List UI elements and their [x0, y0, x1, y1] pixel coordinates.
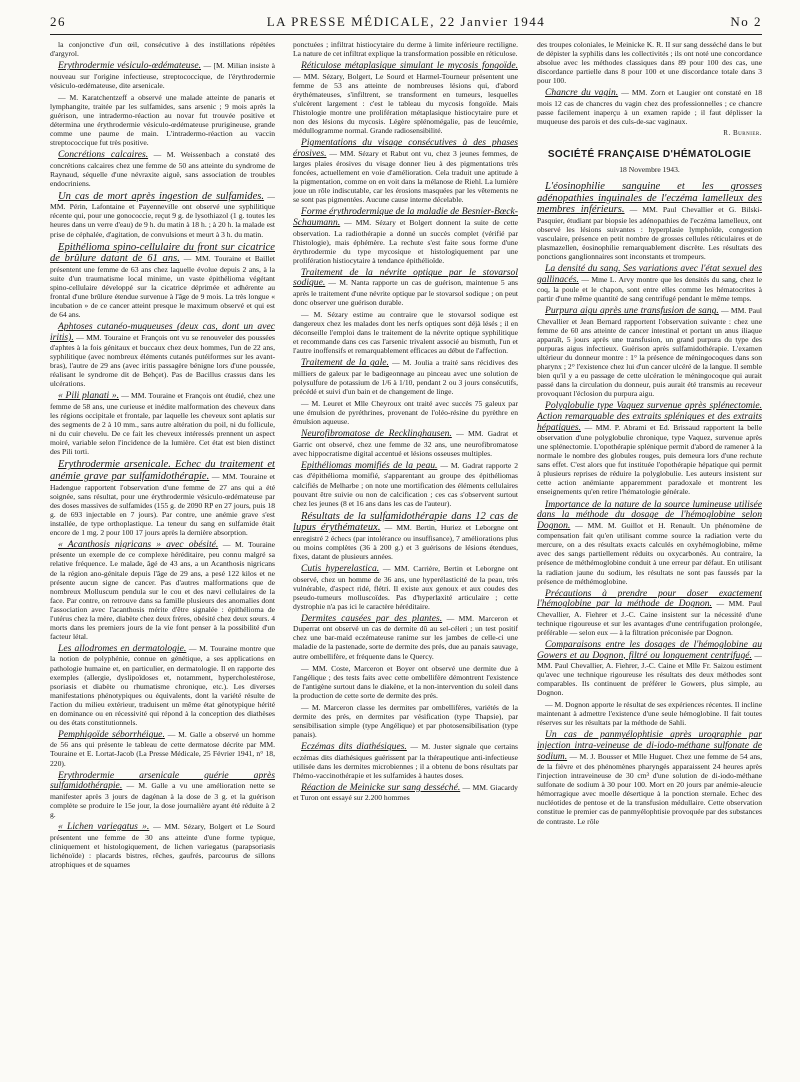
paragraph-body: — Mme L. Arvy montre que les densités du sang, chez le coq, la poule et le chapon, sont entre elles comme les hématocrites à partir d'une même quantité de sang centrifugé pendant le même temps.	[537, 274, 762, 304]
paragraph	[50, 191, 275, 239]
paragraph-title: Aphtoses cutanéo-muqueuses (deux cas, dont un avec iritis).	[50, 321, 275, 343]
paragraph-body: ponctuées ; infiltrat histiocytaire du derme à limite inférieure rectiligne. La nature de cet infiltrat explique la transformation possible en réticulose.	[293, 40, 518, 59]
paragraph-body: — MM. Touraine et François ont étudié, chez une femme de 58 ans, une curieuse et inédite malformation des cheveux dans les régions occipitale et frontale, par laquelle les cheveux sont aplatis sur des segments de 2 à 10 mm., sans autre altération du poil, ni du follicule, ni du cuir chevelu. De ce fait les cheveux intéressés prennent un aspect moiré, variable selon l'incidence de la lumière. Cet état est bien distinct des Pili torti.	[50, 391, 275, 457]
paragraph-title: Erythrodermie arsenicale. Echec du traitement et anémie grave par sulfamidothérapie.	[50, 459, 275, 482]
paragraph-body: — MM. Giacardy et Turon ont essayé sur 2.200 hommes	[293, 782, 518, 803]
paragraph-body: — M. Nanta rapporte un cas de guérison, maintenue 5 ans après le traitement d'une névrite optique par le stovarsol sodique ; on peut donc observer une guérison durable.	[293, 278, 518, 308]
paragraph-title: Chancre du vagin.	[545, 87, 619, 99]
paragraph	[293, 207, 518, 264]
paragraph-title: Comparaisons entre les dosages de l'hémoglobine au Gowers et au Dognon, filtré ou longuement centrifugé.	[537, 638, 762, 661]
paragraph-title: La densité du sang. Ses variations avec l'état sexuel des gallinacés.	[537, 263, 762, 285]
paragraph-body: la conjonctive d'un œil, consécutive à des instillations répétées d'argyrol.	[50, 40, 275, 59]
paragraph	[537, 306, 762, 398]
paragraph	[537, 640, 762, 697]
paragraph-title: Réticulose métaplasique simulant le mycosis fongoïde.	[301, 60, 518, 72]
paragraph-body: — M. J. Bousser et Mlle Huguet. Chez une femme de 54 ans, de la fièvre et des phénomènes pharyngés apparaissent 24 heures après l'injection intraveineuse de 30 cm³ d'une solution de di-iodo-méthane sulfonate de sodium à 30 pour 100. Mort en 20 jours par anémie-aleucie hémorragique avec moelle désertique à la ponction sternale. Echec des nucléotides de pentose et de la transfusion médullaire. Cette observation constitue le premier cas de panmyélophtisie provoquée par des substances de contraste. Le rôle	[537, 751, 762, 826]
paragraph	[537, 40, 762, 85]
paragraph-body: — MM. Périn, Lafontaine et Payenneville ont observé une syphilitique récente qui, pour une gonococcie, reçut 9 g. de lysothiazol (1 g. toutes les heures dans un verre d'eau) de 9 h. du matin à 18 h. ; à 20 h. la malade est prise de céphalée, d'agitation, de convulsions et meurt à 3 h. du matin.	[50, 191, 275, 239]
paragraph-title: Erythrodermie arsenicale guérie après sulfamidothérapie.	[50, 769, 275, 792]
paragraph	[293, 614, 518, 661]
paragraph-title: « Acanthosis nigricans » avec obésité.	[58, 538, 219, 550]
paragraph-title: Erythrodermie vésiculo-œdémateuse.	[58, 60, 201, 72]
paragraph	[50, 459, 275, 536]
paragraph	[293, 664, 518, 700]
paragraph	[537, 500, 762, 586]
paragraph-title: Réaction de Meinicke sur sang desséché.	[301, 781, 461, 793]
paragraph-title: Dermites causées par des plantes.	[301, 612, 443, 624]
paragraph	[50, 540, 275, 641]
paragraph-body: — M. Weissenbach a constaté des concrétions calcaires chez une femme de 50 ans atteinte du syndrome de Raynaud, séquelle d'une névraxite aiguë, sans association de troubles endocriniens.	[50, 150, 275, 188]
paragraph-title: Forme érythrodermique de la maladie de Besnier-Bœck-Schaumann.	[293, 206, 518, 229]
paragraph-title: « Pili planati ».	[58, 390, 120, 402]
paragraph-body: — [M. Milian insiste à nouveau sur l'origine infectieuse, streptococcique, de l'érythrodermie vésiculo-œdémateuse, dite arsenicale.	[50, 61, 275, 90]
paragraph-title: Un cas de panmyélophtisie après urographie par injection intra-veineuse de di-iodo-méthane sulfonate de sodium.	[537, 729, 762, 762]
paragraph	[293, 138, 518, 204]
paragraph	[537, 589, 762, 637]
issue-number: No 2	[730, 14, 762, 29]
paragraph	[293, 429, 518, 458]
paragraph	[537, 264, 762, 303]
paragraph-title: Résultats de la sulfamidothérapie dans 12 cas de lupus érythémateux.	[293, 510, 518, 534]
paragraph-title: Pigmentations du visage consécutives à des phases érosives.	[293, 137, 518, 159]
paragraph-title: Concrétions calcaires.	[58, 149, 149, 161]
paragraph	[293, 358, 518, 396]
paragraph-title: Polyglobulie type Vaquez survenue après splénectomie. Action remarquable des extraits spléniques et des extraits hépatiques.	[537, 400, 762, 433]
paragraph-body: — MM. Sézary et Rabut ont vu, chez 3 jeunes femmes, de larges plaies érosives du visage donner lieu à des pigmentations très foncées, actuellement en voie d'amélioration. Cela traduit une aptitude à la pigmentation, comme on en voit dans la mélanose de Riehl. La lumière joue un rôle indiscutable, car les érosions masquées par les vêtements ne se sont pas pigmentées. Aucune cause interne décelable.	[293, 148, 518, 205]
paragraph-title: Epithéliomas momifiés de la peau.	[301, 459, 438, 471]
paragraph-body: — M. Joulia a traité sans récidives des milliers de galeux par le badigeonnage au pinceau avec une solution de polysulfure de potassium de 1/6 à 1/10, pendant 2 ou 3 jours consécutifs, précédé et suivi d'un bain et de changement de linge.	[293, 358, 518, 397]
paragraph-title: Cutis hyperelastica.	[301, 563, 380, 574]
paragraph-body: des troupes coloniales, le Meinicke K. R. II sur sang desséché dans le but de dépister la syphilis dans les collectivités ; ils ont noté une concordance absolue avec les méthodes classiques dans 89 pour 100 des cas, une discordance partielle dans 8 pour 100 et une discordance totale dans 3 pour 100.	[537, 40, 762, 86]
paragraph-title: Traitement de la gale.	[301, 357, 389, 369]
paragraph-body: — M. Dognon apporte le résultat de ses expériences récentes. Il incline maintenant à admettre l'existence d'une seule hémoglobine. Il fait toutes réserves sur les résultats par la méthode de Sahli.	[537, 700, 762, 728]
paragraph	[293, 703, 518, 739]
column-2	[293, 40, 518, 1070]
paragraph-title: Précautions à prendre pour doser exactement l'hémoglobine par la méthode de Dognon.	[537, 587, 762, 610]
paragraph-title: Epithélioma spino-cellulaire du front sur cicatrice de brûlure datant de 61 ans.	[50, 241, 275, 265]
paragraph-body: — M. Karatchentzeff a observé une malade atteinte de panaris et lymphangite, traitée par les sulfamides, sans arsenic ; 9 mois après la guérison, une intradermo-réaction au novar fut trouvée positive et détermina une érythrodermie vésiculo-œdémateuse prurigineuse, grande comme une paume de main. L'intradermo-réaction au vaccin streptococcique fut très positive.	[50, 92, 275, 148]
paragraph	[50, 822, 275, 869]
paragraph-body: — MM. Paul Chevallier, A. Fiehrer, J.-C. Caine et Mlle Fr. Saizou estiment qu'avec une technique rigoureuse les résultats des deux méthodes sont comparables. Ils continuent de préférer le Gowers, plus simple, au Dognon.	[537, 650, 762, 698]
paragraph-body: — MM. Sézary et Bolgert donnent la suite de cette observation. La radiothérapie a donné un succès complet (vérifié par l'histologie), mais éphémère. La rechute s'est faite sous forme d'une érythrodermie du type mycosique et histologiquement par une prolifération histiocytaire à tendance épithélioïde.	[293, 218, 518, 265]
paragraph	[293, 268, 518, 307]
paragraph-body: — MM. Paul Chevallier et Jean Bernard rapportent l'observation suivante : chez une femme de 60 ans atteinte de cancer intestinal et portant un anus iliaque apparaît, 5 jours après une transfusion, un grand purpura du type des purpuras aigus infectieux. Guérison après sulfamidothérapie. L'examen ultérieur du donneur montre : 1° la présence de méningocoques dans son pharynx ; 2° l'existence chez lui d'un cancer ulcéré de la langue. Il semble bien qu'il y a eu passage de cette ulcération le méningocoque qui aurait passé dans la circulation du donneur, puis aurait été transmis au receveur provoquant l'éclosion du purpura aigu.	[537, 306, 762, 399]
paragraph	[50, 93, 275, 147]
paragraph	[50, 730, 275, 768]
paragraph-body: — M. Gadrat rapporte 2 cas d'épithélioma momifié, s'apparentant au groupe des épithéliomas calcifiés de Melharbe ; on note une mortification des éléments cellulaires pouvant être suivie ou non de calcification ; ces cas s'observent surtout chez les jeunes (8 et 16 ans dans les cas de l'auteur).	[293, 460, 518, 508]
paragraph	[293, 511, 518, 561]
section-heading: SOCIÉTÉ FRANÇAISE D'HÉMATOLOGIE	[547, 149, 752, 161]
paragraph-body: — M. Touraine montre que la notion de polyphénie, connue en génétique, a ses applications en pathologie humaine et, en particulier, en dermatologie. Il en rapporte des exemples (allergie, dyslipoïdoses et, notamment, hypercholestérose, psoriasis et diabète ou rhumatisme chronique, etc.). Les diverses manifestations phénotypiques ou équivalents, dont la variété résulte de l'action du milieu extérieur, traduisent un même état génotypique hérité en dominance ou en récessivité qui répond à la conception des diathèses ou des états constitutionnels.	[50, 643, 275, 727]
paragraph	[293, 399, 518, 426]
paragraph	[293, 564, 518, 611]
paragraph-body: — MM. Carrière, Bertin et Leborgne ont observé, chez un homme de 36 ans, une hyperélasticité de la peau, très vulnérable, d'aspect ridé, flétri. Il existe aux genoux et aux coudes des pseudo-tumeurs molluscoïdes. Pas d'hyperlaxité articulaire ; cette dystrophie n'a pas ici le caractère héréditaire.	[293, 564, 518, 611]
paragraph-body: — M. Juster signale que certains eczémas dits diathésiques guérissent par la thérapeutique anti-infectieuse utilisée dans les dermites microbiennes ; il a obtenu de bons résultats par l'hémo-vaccinothérapie et les sulfamides à hautes doses.	[293, 741, 518, 780]
paragraph-title: Neurofibromatose de Recklinghausen.	[301, 428, 452, 440]
paragraph	[50, 40, 275, 58]
paragraph	[537, 730, 762, 825]
paragraph	[50, 391, 275, 456]
paragraph-body: — MM. Paul Chevallier et G. Bilski-Pasquier, étudiant par biopsie les adénopathies de l'eczéma lamelleux, ont observé les lésions suivantes : hyperplasie lymphoïde, congestion vasculaire, présence en petit nombre de grosses cellules réticulaires et de plasmazellen, éosinophilie remarquablement discrète. Les résultats des ponctions ganglionnaires sont inconstants et trompeurs.	[537, 205, 762, 262]
paragraph-title: Purpura aigu après une transfusion de sang.	[545, 305, 719, 317]
paragraph-body: — MM. Paul Chevallier, A. Fiehrer et J.-C. Caine insistent sur la nécessité d'une technique rigoureuse et sur les avantages d'une centrifugation prolongée, préférable — selon eux — à la filtration préconisée par Dognon.	[537, 599, 762, 637]
paragraph-body: — M. Marceron classe les dermites par ombellifères, variétés de la dermite des prés, en dermites par vésification (type Thapsie), par sensibilisation simple (type Angélique) et par photosensibilisation (type panais).	[293, 702, 518, 739]
paragraph-body: — MM. Gadrat et Garric ont observé, chez une femme de 32 ans, une neurofibromatose avec hippocratisme digital accentué et lésions osseuses multiples.	[293, 429, 518, 458]
paragraph	[50, 322, 275, 388]
paragraph-body: — MM. Sézary, Bolgert et Le Sourd présentent une femme de 30 ans atteinte d'une forme typique, cliniquement et histologiquement, de lichen variegatus (parapsoriasis lichénoïde) : placards bistres, rêches, gaufrés, parcourus de sillons atrophiques et de squames	[50, 821, 275, 869]
paragraph-body: — MM. P. Abrami et Ed. Brissaud rapportent la belle observation d'une polyglobulie chronique, type Vaquez, survenue après une splénectomie. L'opothérapie splénique permit d'abord de ramener à la normale le nombre des globules rouges, puis demeura lors d'une rechute sans effet. C'est alors que fut instituée l'opothérapie hépatique qui permit à plusieurs reprises de réduire la polyglobulie. Les auteurs insistent sur cette action anémiante apparemment paradoxale et montrent les enseignements qu'en retire l'hématologie générale.	[537, 422, 762, 497]
column-1	[50, 40, 275, 1070]
paragraph	[293, 310, 518, 355]
paragraph-title: Les allodromes en dermatologie.	[58, 642, 187, 654]
paragraph	[537, 88, 762, 126]
paragraph-body: — M. Galle a vu une amélioration nette se manifester après 3 jours de dagénan à la dose de 3 g. et la guérison complète se produire le 15e jour, la dose journalière ayant été réduite à 2 g.	[50, 781, 275, 819]
paragraph-title: L'éosinophilie sanguine et les grosses adénopathies inguinales de l'eczéma lamelleux des membres inférieurs.	[537, 181, 762, 216]
paragraph	[293, 742, 518, 780]
paragraph-body: — MM. Sézary, Bolgert, Le Sourd et Harmel-Tourneur présentent une femme de 53 ans atteinte de nombreuses lésions qui, d'abord érythémateuses, s'infiltrent, se transforment en tumeurs, lesquelles s'ulcèrent largement : c'est le tableau du mycosis fongoïde. Mais l'histologie montre une prolifération métaplasique histiocytaire pure et non des lésions du mycosis. Légère splénomégalie, pas de leucémie, médullogramme normal. Grande radiosensibilité.	[293, 71, 518, 135]
paragraph-title: Pemphigoïde séborrhéique.	[58, 728, 165, 740]
paragraph	[50, 242, 275, 319]
paragraph	[50, 771, 275, 819]
paragraph-title: Importance de la nature de la source lumineuse utilisée dans la méthode du dosage de l'hémoglobine selon Dognon.	[537, 498, 762, 531]
paragraph-title: « Lichen variegatus ».	[58, 820, 150, 832]
paragraph	[293, 40, 518, 58]
column-3	[537, 40, 762, 1070]
paragraph-body: — MM. Zorn et Laugier ont constaté en 18 mois 12 cas de chancres du vagin chez des professionnelles ; ce chancre passe facilement inaperçu à un examen rapide ; il faut déplisser la muqueuse des parois et des culs-de-sac vaginaux.	[537, 88, 762, 126]
paragraph-title: Eczémas dits diathésiques.	[301, 740, 407, 752]
page-header	[50, 12, 762, 35]
paragraph-body: — M. Touraine présente un exemple de ce complexe héréditaire, peu connu malgré sa relative fréquence. Le malade, âgé de 43 ans, a un Acanthosis nigricans de la région ano-génitale depuis l'âge de 29 ans, a pesé 122 kilos et ne présente aucun signe de cancer. Pas d'autres malformations que de nombreux Molluscum pendula sur le cou et des nævi cellulaires de la face. Par contre, on retrouve dans sa famille plusieurs des anomalies dont l'association avec l'acanthosis mérite d'être signalée : épithélioma de l'utérus chez la mère, diabète chez deux frères, obésité chez deux sœurs. 4 morts dans les premiers jours de la vie font penser à la possibilité d'un facteur létal.	[50, 539, 275, 641]
paragraph-body: — MM. Marceron et Duperrat ont observé un cas de dermite dû au sel-céleri ; un test positif chez une bar-maid eczémateuse ranime sur les jambes de celle-ci une maladie de la pastenade, sorte de dermite des prés, due au panais sauvage, autre ombellifère, et fréquente dans le Quercy.	[293, 613, 518, 661]
paragraph	[50, 61, 275, 90]
journal-title: LA PRESSE MÉDICALE, 22 Janvier 1944	[266, 14, 546, 29]
paragraph-body: — MM. Touraine et Baillet présentent une femme de 63 ans chez laquelle évolue depuis 2 ans, à la suite d'un traumatisme local minime, un vaste épithélioma végétant spino-cellulaire développé sur la cicatrice déprimée et adhérente au frontal d'une brûlure étendue survenue à l'âge de 9 mois. La très longue « incubation » de ce cancer atteint presque le maximum observé et qui est de 64 ans.	[50, 254, 275, 319]
paragraph	[50, 150, 275, 188]
paragraph-body: — M. Leuret et Mlle Cheyroux ont traité avec succès 75 galeux par une émulsion de pyréthrines, provenant de l'oléo-résine du pyrèthre en émulsion aqueuse.	[293, 399, 518, 427]
paragraph-body: — MM. Bertin, Huriez et Leborgne ont enregistré 2 échecs (par intolérance ou insuffisance), 7 améliorations plus ou moins complètes (36 à 200 g.) et 3 guérisons de lésions étendues, fixes, datant de plusieurs années.	[293, 523, 518, 561]
paragraph	[293, 61, 518, 135]
paragraph-title: Traitement de la névrite optique par le stovarsol sodique.	[293, 266, 518, 289]
paragraph-body: — MM. Touraine et François ont vu se renouveler des poussées d'aphtes à la fois génitaux et buccaux chez deux hommes, l'un de 22 ans, syphilitique (avec nombreux éléments cutanés putéiformes sur les avant-bras), l'autre de 29 ans (avec iritis passagère bénigne lors d'une poussée, réalisant le syndrome dit de Behçet). Pas de Bacillus crassus dans les ulcérations.	[50, 332, 275, 389]
paragraph-body: — M. Sézary estime au contraire que le stovarsol sodique est dangereux chez les malades dont les nerfs optiques sont déjà lésés ; il en déconseille l'emploi dans le traitement de la névrite optique syphilitique et recommande dans ces cas l'arsenic trivalent associé au bismuth, l'un et l'autre inoffensifs et remarquablement efficaces au début de l'affection.	[293, 310, 518, 356]
paragraph	[293, 783, 518, 803]
paragraph-body: — MM. Touraine et Hadengue rapportent l'observation d'une femme de 27 ans qui a été soignée, sans résultat, pour une érythrodermie vésiculo-œdémateuse par des doses massives de sulfamides (155 g. de 2090 RP en 27 jours, puis 18 g. de 693 injectable en 7 jours). Par contre, une anémie grave s'est installée, de type orthoplastique. La teneur du sang en sulfamide était encore de 1 mg. 2 pour 100 17 jours après la dernière absorption.	[50, 471, 275, 537]
paragraph	[537, 700, 762, 727]
paragraph	[50, 644, 275, 727]
paragraph-body: — MM. M. Guillot et H. Renault. Un phénomène de compensation fait qu'en utilisant comme source la radiation verte du mercure, on a des résultats exacts calculés en oxyhémoglobine, même avec des sangs partiellement réduits ou oxycarbonés. Au contraire, la présence de méthémoglobine conduit à une erreur par défaut. En utilisant la radiation jaune du sodium, les résultats ne sont pas faussés par la présence de méthémoglobine.	[537, 520, 762, 586]
session-date: 18 Novembre 1943.	[619, 165, 680, 175]
signature: R. Burnier.	[723, 128, 762, 137]
paragraph	[537, 401, 762, 496]
paragraph-body: — M. Galle a observé un homme de 56 ans qui présente le tableau de cette dermatose décrite par MM. Touraine et E. Lortat-Jacob (La Presse Médicale, 25 Février 1941, n° 18, 220).	[50, 729, 275, 768]
paragraph	[293, 461, 518, 508]
paragraph-body: — MM. Coste, Marceron et Boyer ont observé une dermite due à l'angélique ; des tests faits avec cette ombellifère démontrent l'existence de l'antigène surtout dans le diakène, et la non-intervention du soleil dans la production de cette sorte de dermite des prés.	[293, 663, 518, 700]
page-number: 26	[50, 14, 66, 29]
paragraph	[537, 181, 762, 261]
paragraph-title: Un cas de mort après ingestion de sulfamides.	[58, 190, 265, 202]
